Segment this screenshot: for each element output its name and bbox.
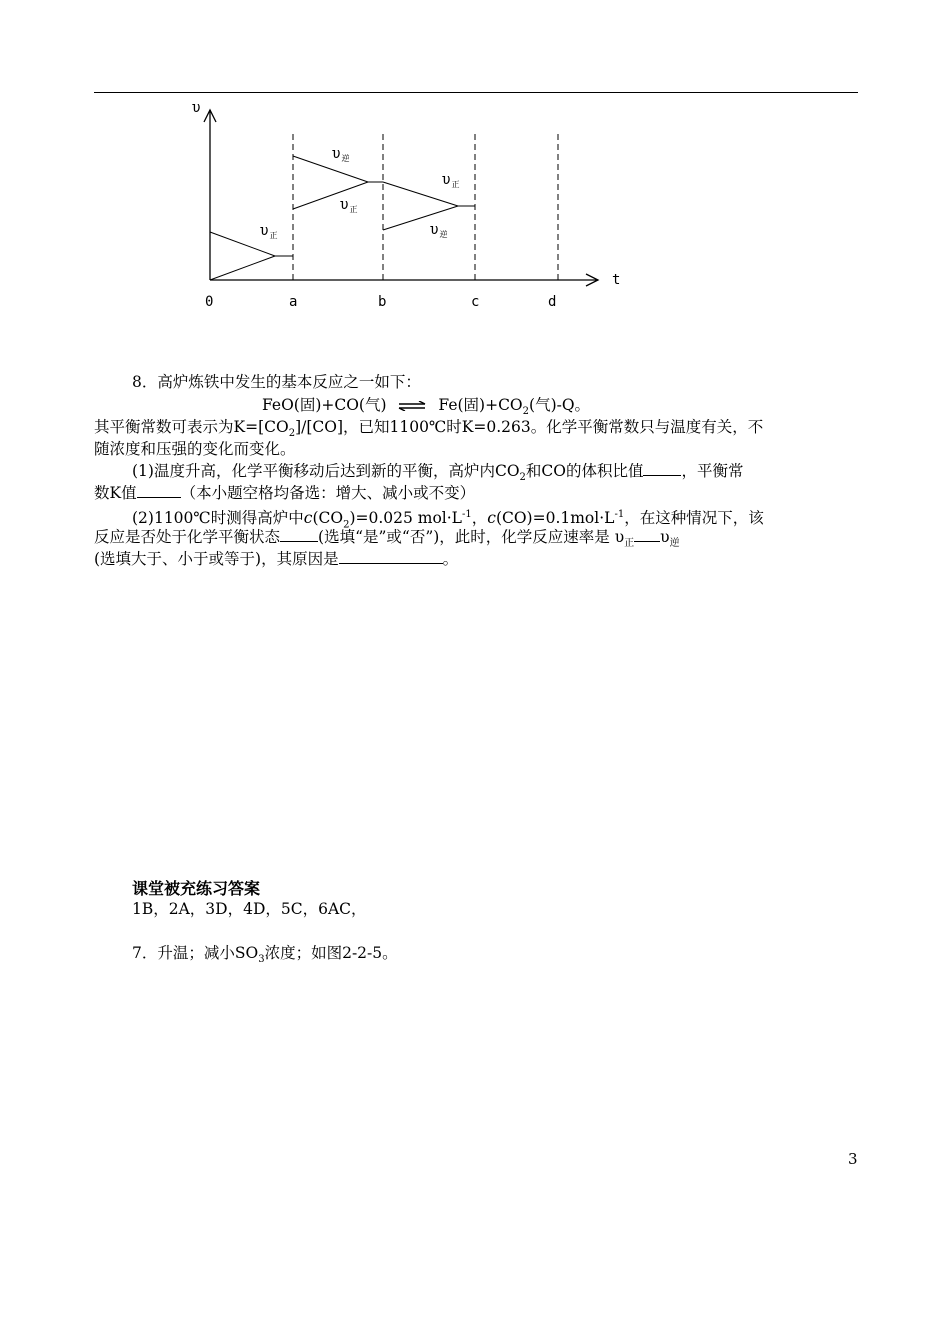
- tick-label-b: b: [378, 294, 387, 310]
- tick-label-d: d: [548, 294, 557, 310]
- page-number: 3: [848, 1150, 858, 1168]
- q8-intro: 8．高炉炼铁中发生的基本反应之一如下：: [132, 373, 421, 391]
- q8-part2-line3: (选填大于、小于或等于)，其原因是 。: [94, 550, 459, 568]
- answer-blank-3[interactable]: [280, 527, 318, 542]
- answer-blank-5[interactable]: [339, 549, 443, 564]
- q8-part1-line2: 数K值 （本小题空格均备选：增大、减小或不变）: [94, 484, 476, 502]
- answers-line2: 7．升温；减小$SO_3$浓度；如图2-2-5。: [132, 944, 398, 966]
- header-rule: [94, 92, 858, 93]
- answer-blank-2[interactable]: [137, 483, 181, 498]
- tick-label-a: a: [289, 294, 298, 310]
- curve-label-2: $\upsilon_逆$: [332, 146, 350, 163]
- equation-right: Fe(固)$+CO_2$(气)-Q。: [438, 396, 591, 418]
- rate-time-diagram: [180, 96, 640, 326]
- answers-line1: 1B，2A，3D，4D，5C，6AC，: [132, 900, 367, 918]
- curve-bc-lower: [383, 206, 458, 230]
- answer-blank-1[interactable]: [643, 461, 681, 476]
- q8-line1: 其平衡常数可表示为$K=[CO_2]/[CO]$，已知1100℃时K=0.263。化学平衡常数只与温度有关，不: [94, 418, 764, 440]
- answers-heading: 课堂被充练习答案: [132, 879, 261, 898]
- q8-part2-line2: 反应是否处于化学平衡状态 (选填“是”或“否”)，此时，化学反应速率是 $\upsilon_正$ $\upsilon_逆$: [94, 528, 680, 550]
- equilibrium-arrow-icon: [397, 401, 427, 411]
- curve-0a-lower: [210, 256, 275, 280]
- curve-label-3: $\upsilon_正$: [340, 197, 358, 214]
- curve-label-5: $\upsilon_逆$: [430, 222, 448, 239]
- x-axis-label: t: [612, 272, 621, 288]
- answer-blank-4[interactable]: [634, 527, 660, 542]
- curve-ab-upper: [293, 156, 368, 182]
- curve-label-1: $\upsilon_正$: [260, 223, 278, 240]
- equation-left: FeO(固)+CO(气): [262, 396, 387, 414]
- tick-label-c: c: [471, 294, 480, 310]
- q8-line2: 随浓度和压强的变化而变化。: [94, 440, 296, 458]
- tick-label-0: 0: [205, 294, 214, 310]
- q8-part2: (2)1100℃时测得高炉中$c(CO_2)=0.025$ $mol\cdot L^{-1}$，$c(CO)=0.1mol\cdot L^{-1}$，在这种情况下，该: [132, 509, 764, 531]
- curve-label-4: $\upsilon_正$: [442, 172, 460, 189]
- q8-part1: (1)温度升高，化学平衡移动后达到新的平衡，高炉内$CO_2$和CO的体积比值 ，平衡常: [132, 462, 744, 484]
- y-axis-label: υ: [192, 100, 201, 116]
